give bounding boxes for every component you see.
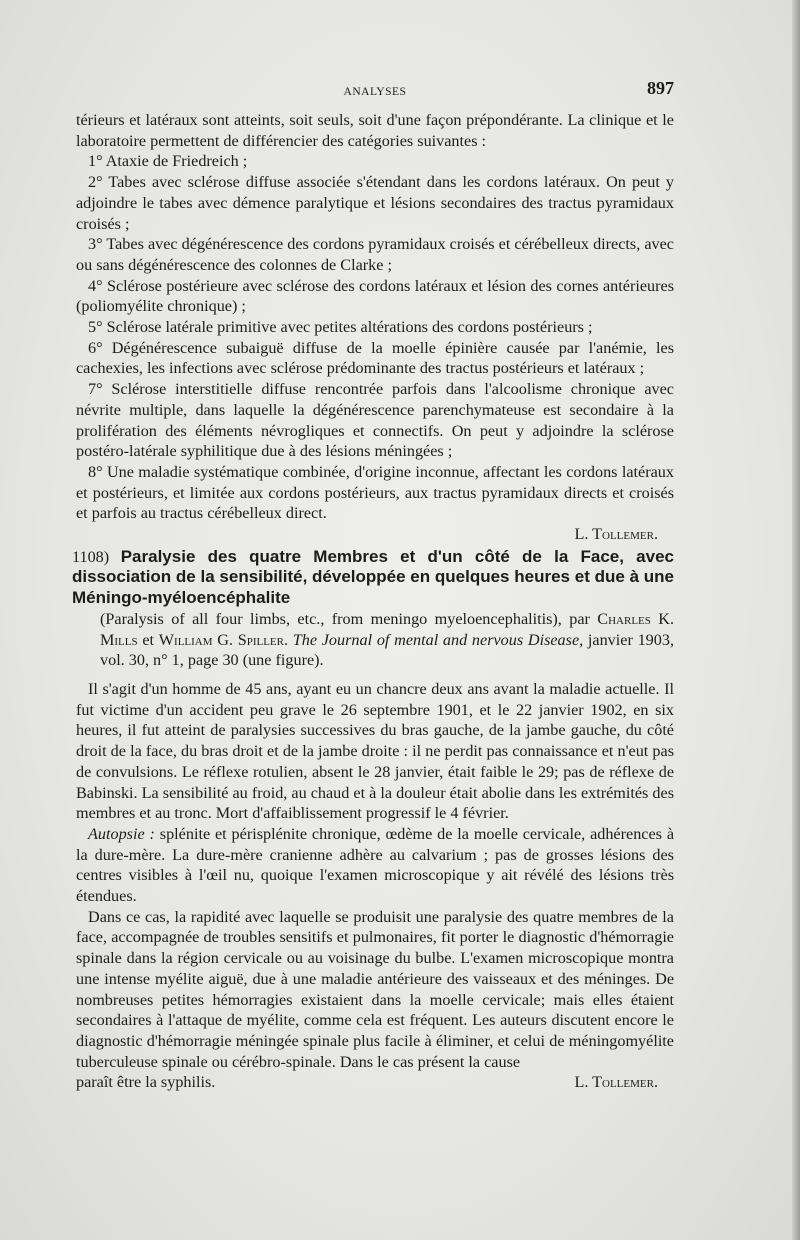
list-item-6: 6° Dégénérescence subaiguë diffuse de la moelle épinière causée par l'anémie, les cachexies, les infections avec sclérose prédominante des tractus postérieurs et latéraux ; — [76, 338, 674, 378]
paragraph-intro: térieurs et latéraux sont atteints, soit seuls, soit d'une façon prépondérante. La clinique et le laboratoire permettent de différencier des catégories suivantes : — [76, 111, 674, 150]
journal-title: The Journal of mental and nervous Disease, — [292, 630, 584, 649]
page-content — [72, 76, 675, 1093]
reference-and: et — [142, 630, 155, 649]
reference-issue: janvier 1903, vol. 30, n° 1, page 30 (une figure). — [100, 630, 674, 670]
paragraph-discussion: Dans ce cas, la rapidité avec laquelle se produisit une paralysie des quatre membres de la face, accompagnée de troubles sensitifs et pulmonaires, fit porter le diagnostic d'hémorragie spinale dans la région cervicale ou au voisinage du bulbe. L'examen microscopique montra une intense myélite aiguë, due à une maladie antérieure des vaisseaux et des méninges. De nombreuses petites hémorragies existaient dans la moelle cervicale; mais elles étaient secondaires à l'attaque de myélite, comme cela est fréquent. Les auteurs discutent encore le diagnostic d'hémorragie méningée spinale plus facile à éliminer, et celui de méningomyélite tuberculeuse spinale ou cérébro-spinale. Dans le cas présent la cause — [76, 907, 674, 1071]
list-item-7: 7° Sclérose interstitielle diffuse rencontrée parfois dans l'alcoolisme chronique avec névrite multiple, dans laquelle la dégénérescence parenchymateuse est secondaire à la prolifération des éléments névrogliques et connectifs. On peut y adjoindre la sclérose postéro-latérale syphilitique due à des lésions méningées ; — [76, 380, 674, 461]
article-number: 1108) — [72, 547, 110, 566]
page-edge-shadow — [792, 0, 800, 1240]
running-header — [76, 76, 674, 110]
paragraph-discussion-end: paraît être la syphilis. — [76, 1073, 216, 1092]
article-title: Paralysie des quatre Membres et d'un côté de la Face, avec dissociation de la sensibilité, développée en quelques heures et due à une Méningo-myéloencéphalite — [72, 546, 674, 608]
author-mills: Charles K. Mills — [100, 609, 674, 649]
page-number: 897 — [647, 78, 674, 98]
paragraph-autopsy — [76, 824, 674, 907]
list-item-8: 8° Une maladie systématique combinée, d'origine inconnue, affectant les cordons latéraux et postérieurs, et limitée aux cordons postérieurs, aux tractus pyramidaux directs et croisés et parfois au tractus cérébelleux direct. — [76, 462, 674, 523]
list-item-5: 5° Sclérose latérale primitive avec petites altérations des cordons postérieurs ; — [88, 318, 593, 337]
review-paralysie-quatre-membres — [72, 546, 675, 1093]
article-reference — [76, 609, 674, 671]
reference-text: (Paralysis of all four limbs, etc., from meningo myeloencephalitis), par — [100, 609, 590, 628]
autopsy-label: Autopsie : — [88, 824, 155, 843]
list-item-2: 2° Tabes avec sclérose diffuse associée s'étendant dans les cordons latéraux. On peut y adjoindre le tabes avec démence paralytique et lésions secondaires des tractus pyramidaux croisés ; — [76, 173, 674, 233]
closing-line — [76, 1072, 674, 1093]
running-title: ANALYSES — [343, 86, 407, 98]
review-friedreich-classification — [76, 110, 674, 545]
article-heading — [72, 547, 674, 609]
signature-tollemer-2: L. Tollemer. — [574, 1073, 658, 1092]
paragraph-case: Il s'agit d'un homme de 45 ans, ayant eu un chancre deux ans avant la maladie actuelle. Il fut victime d'un accident peu grave le 26 septembre 1901, et le 22 janvier 1902, en six heures, il fut atteint de paralysies successives du bras gauche, de la jambe gauche, du côté droit de la face, du bras droit et de la jambe droite : il ne perdit pas connaissance et n'eut pas de convulsions. Le réflexe rotulien, absent le 28 janvier, était faible le 29; pas de réflexe de Babinski. La sensibilité au froid, au chaud et à la douleur était abolie dans les extrémités des membres et au tronc. Mort d'affaiblissement progressif le 4 février. — [76, 679, 674, 823]
autopsy-text: splénite et périsplénite chronique, œdème de la moelle cervicale, adhérences à la dure-mère. La dure-mère cranienne adhère au calvarium ; pas de grosses lésions des centres visibles à l'œil nu, quoique l'examen microscopique y ait révélé des lésions très étendues. — [76, 824, 675, 906]
list-item-1: 1° Ataxie de Friedreich ; — [88, 152, 248, 171]
signature-tollemer: L. Tollemer. — [574, 525, 658, 544]
author-spiller: William G. Spiller. — [158, 630, 289, 649]
list-item-4: 4° Sclérose postérieure avec sclérose des cordons latéraux et lésion des cornes antérieures (poliomyélite chronique) ; — [76, 276, 674, 316]
list-item-3: 3° Tabes avec dégénérescence des cordons pyramidaux croisés et cérébelleux directs, avec ou sans dégénérescence des colonnes de Clarke ; — [76, 235, 674, 274]
